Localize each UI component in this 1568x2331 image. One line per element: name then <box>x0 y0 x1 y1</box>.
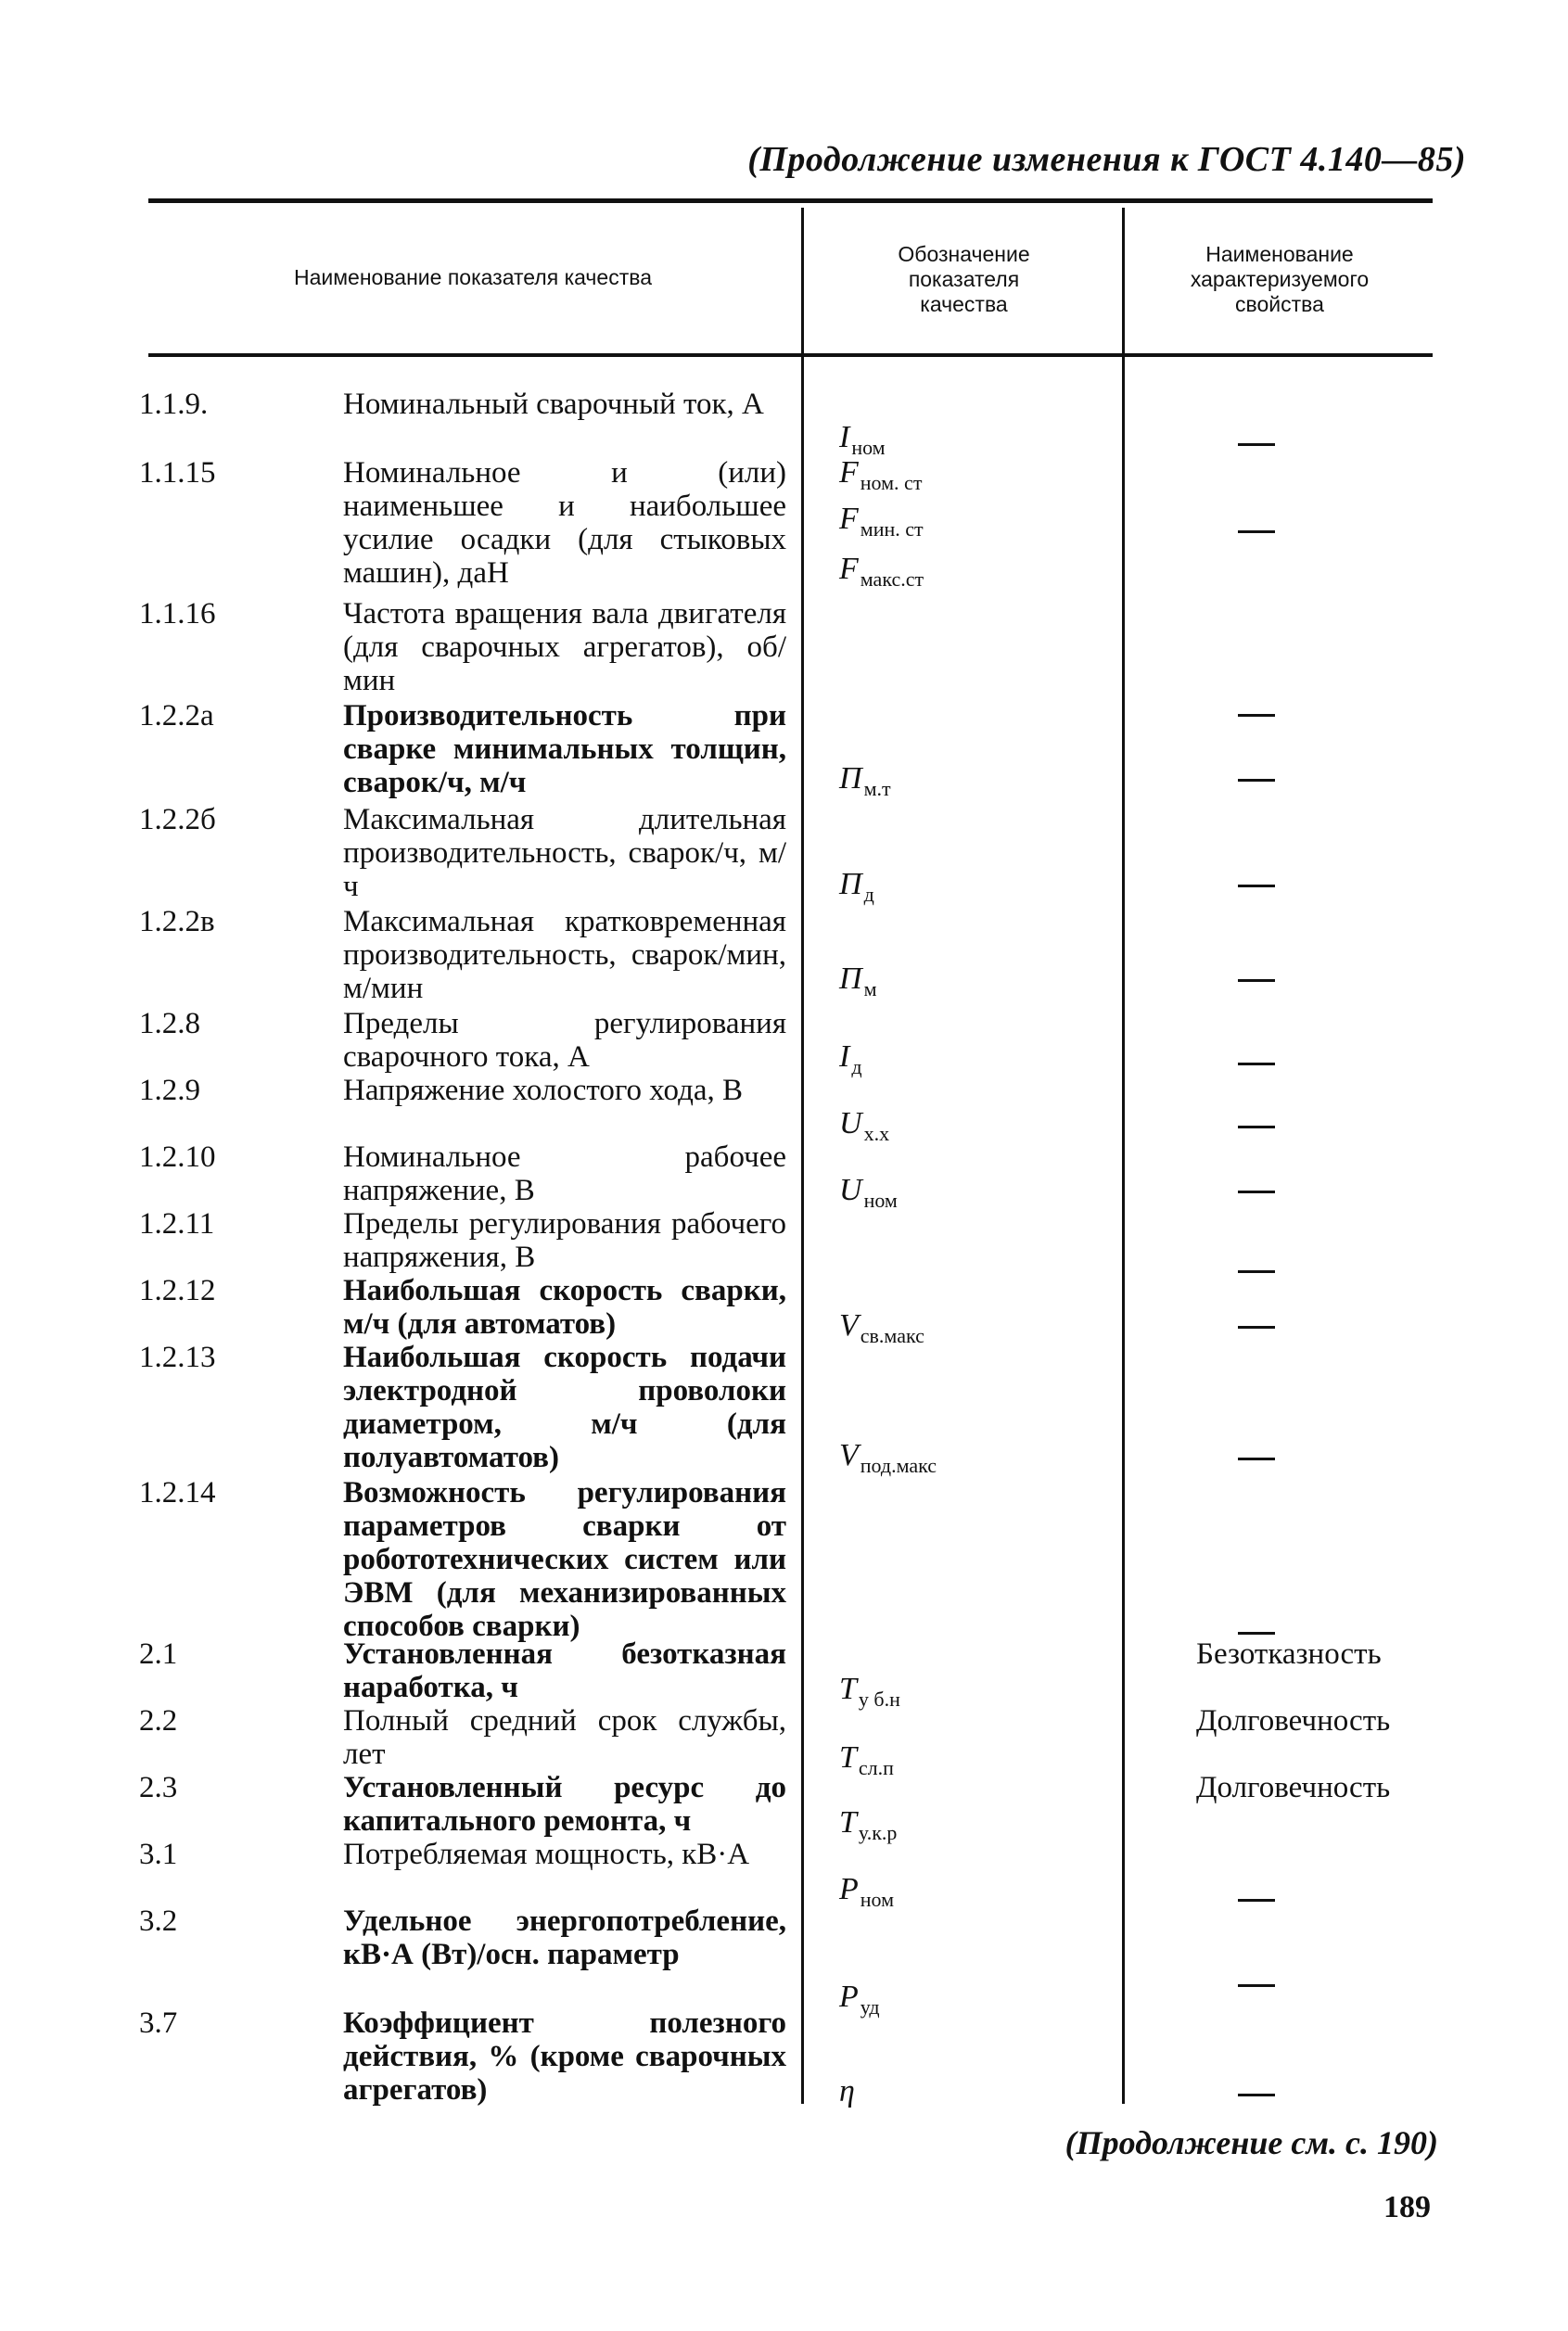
property-dash <box>1238 1063 1275 1065</box>
row-number: 1.2.8 <box>139 1007 200 1040</box>
property-dash <box>1238 1326 1275 1329</box>
property-dash <box>1238 443 1275 446</box>
property-dash <box>1238 1191 1275 1193</box>
indicator-name: Максимальная длительная производительность, сварок/ч, м/ч <box>343 803 786 903</box>
characterized-property: Долговечность <box>1196 1704 1391 1738</box>
indicator-name: Установленная безотказная наработка, ч <box>343 1637 786 1704</box>
quality-symbol <box>839 1806 897 1850</box>
symbol-base: P <box>839 1980 859 2014</box>
symbol-subscript: ном <box>851 436 886 459</box>
indicator-name: Номинальное и (или) наименьшее и наибольшее усилие осадки (для стыковых машин), даН <box>343 456 786 590</box>
symbol-subscript: мин. ст <box>860 517 924 541</box>
property-dash <box>1238 714 1275 717</box>
symbol-base: V <box>839 1438 859 1472</box>
indicator-name: Максимальная кратковременная производительность, сварок/мин, м/мин <box>343 905 786 1005</box>
symbol-subscript: х.х <box>863 1122 890 1145</box>
symbol-subscript: д <box>851 1055 862 1078</box>
symbol-base: U <box>839 1106 862 1140</box>
indicator-name: Номинальное рабочее напряжение, В <box>343 1140 786 1207</box>
symbol-base: I <box>839 1039 850 1074</box>
symbol-subscript: сл.п <box>858 1756 894 1779</box>
row-number: 1.2.12 <box>139 1274 216 1307</box>
row-number: 2.2 <box>139 1704 178 1738</box>
quality-symbol <box>839 1673 900 1716</box>
property-dash <box>1238 530 1275 533</box>
row-number: 1.1.9. <box>139 388 209 421</box>
symbol-base: I <box>839 420 850 454</box>
property-dash <box>1238 1984 1275 1987</box>
quality-symbol <box>839 1439 937 1483</box>
quality-symbol <box>839 1040 862 1084</box>
indicator-name: Установленный ресурс до капитального ремонта, ч <box>343 1771 786 1838</box>
quality-symbol <box>839 2075 855 2108</box>
symbol-subscript: м.т <box>863 777 891 800</box>
indicator-name: Наибольшая скорость подачи электродной проволоки диаметром, м/ч (для полуавтоматов) <box>343 1341 786 1474</box>
symbol-subscript: св.макс <box>860 1324 924 1347</box>
row-number: 1.2.2б <box>139 803 216 836</box>
indicator-name: Коэффициент полезного действия, % (кроме сварочных агрегатов) <box>343 2006 786 2107</box>
quality-symbol <box>839 1107 889 1151</box>
property-dash <box>1238 779 1275 782</box>
indicator-name: Пределы регулирования рабочего напряжения, В <box>343 1207 786 1274</box>
running-head: (Продолжение изменения к ГОСТ 4.140—85) <box>747 140 1466 179</box>
row-number: 3.7 <box>139 2006 178 2040</box>
indicator-name: Номинальный сварочный ток, А <box>343 388 764 421</box>
quality-symbol <box>839 1309 924 1353</box>
symbol-subscript: уд <box>860 1995 880 2019</box>
indicator-name: Напряжение холостого хода, В <box>343 1074 744 1107</box>
row-number: 3.2 <box>139 1904 178 1938</box>
row-number: 1.2.11 <box>139 1207 215 1241</box>
symbol-subscript: у.к.р <box>858 1821 898 1844</box>
characterized-property: Долговечность <box>1196 1771 1391 1804</box>
symbol-subscript: макс.ст <box>860 567 924 591</box>
quality-symbol <box>839 553 924 596</box>
symbol-base: F <box>839 502 859 536</box>
symbol-subscript: ном <box>860 1888 895 1911</box>
indicator-name: Наибольшая скорость сварки, м/ч (для автоматов) <box>343 1274 786 1341</box>
quality-symbol <box>839 1873 894 1917</box>
symbol-base: П <box>839 761 862 796</box>
symbol-base: P <box>839 1872 859 1906</box>
row-number: 1.2.2а <box>139 699 214 732</box>
indicator-name: Возможность регулирования параметров сварки от робототехнических систем или ЭВМ (для механизированных способов сварки) <box>343 1476 786 1643</box>
property-dash <box>1238 1632 1275 1635</box>
row-number: 1.2.2в <box>139 905 215 938</box>
indicator-name: Частота вращения вала двигателя (для сварочных агрегатов), об/мин <box>343 597 786 697</box>
symbol-subscript: у б.н <box>858 1688 900 1711</box>
continued-note: (Продолжение см. с. 190) <box>1064 2124 1438 2161</box>
symbol-base: Т <box>839 1740 857 1775</box>
property-dash <box>1238 1270 1275 1273</box>
symbol-subscript: под.макс <box>860 1454 937 1477</box>
row-number: 2.1 <box>139 1637 178 1671</box>
row-number: 1.2.14 <box>139 1476 216 1509</box>
property-dash <box>1238 885 1275 887</box>
quality-symbol <box>839 762 891 806</box>
indicator-name: Полный средний срок службы, лет <box>343 1704 786 1771</box>
quality-symbol <box>839 1741 894 1785</box>
symbol-base: F <box>839 552 859 586</box>
property-dash <box>1238 1126 1275 1128</box>
row-number: 2.3 <box>139 1771 178 1804</box>
row-number: 1.2.9 <box>139 1074 200 1107</box>
row-number: 1.1.16 <box>139 597 216 631</box>
property-dash <box>1238 2094 1275 2096</box>
symbol-base: П <box>839 962 862 996</box>
quality-symbol <box>839 503 924 546</box>
indicator-name: Пределы регулирования сварочного тока, А <box>343 1007 786 1074</box>
row-number: 1.1.15 <box>139 456 216 490</box>
symbol-base: U <box>839 1173 862 1207</box>
property-dash <box>1238 1458 1275 1460</box>
symbol-base: V <box>839 1308 859 1343</box>
symbol-subscript: д <box>863 883 874 906</box>
symbol-base: F <box>839 455 859 490</box>
symbol-base: Т <box>839 1805 857 1840</box>
indicator-name: Удельное энергопотребление, кВ·А (Вт)/осн. параметр <box>343 1904 786 1971</box>
column-header-designation: Обозначение показателя качества <box>898 242 1030 316</box>
indicator-name: Производительность при сварке минимальных толщин, сварок/ч, м/ч <box>343 699 786 799</box>
row-number: 1.2.10 <box>139 1140 216 1174</box>
symbol-base: Т <box>839 1672 857 1706</box>
column-header-indicator: Наименование показателя качества <box>294 265 652 289</box>
column-header-property: Наименование характеризуемого свойства <box>1190 242 1370 316</box>
property-dash <box>1238 979 1275 982</box>
symbol-subscript: ном. ст <box>860 471 923 494</box>
characterized-property: Безотказность <box>1196 1637 1382 1671</box>
quality-symbol <box>839 868 874 911</box>
row-number: 1.2.13 <box>139 1341 216 1374</box>
row-number: 3.1 <box>139 1838 178 1871</box>
quality-symbol <box>839 962 876 1006</box>
symbol-subscript: м <box>863 977 877 1000</box>
quality-symbol <box>839 456 922 500</box>
page-number: 189 <box>1383 2190 1431 2224</box>
quality-symbol <box>839 1981 880 2024</box>
symbol-base: η <box>839 2074 855 2108</box>
property-dash <box>1238 1899 1275 1902</box>
symbol-subscript: ном <box>863 1189 898 1212</box>
symbol-base: П <box>839 867 862 901</box>
quality-symbol <box>839 1174 898 1217</box>
indicator-name: Потребляемая мощность, кВ·А <box>343 1838 750 1871</box>
